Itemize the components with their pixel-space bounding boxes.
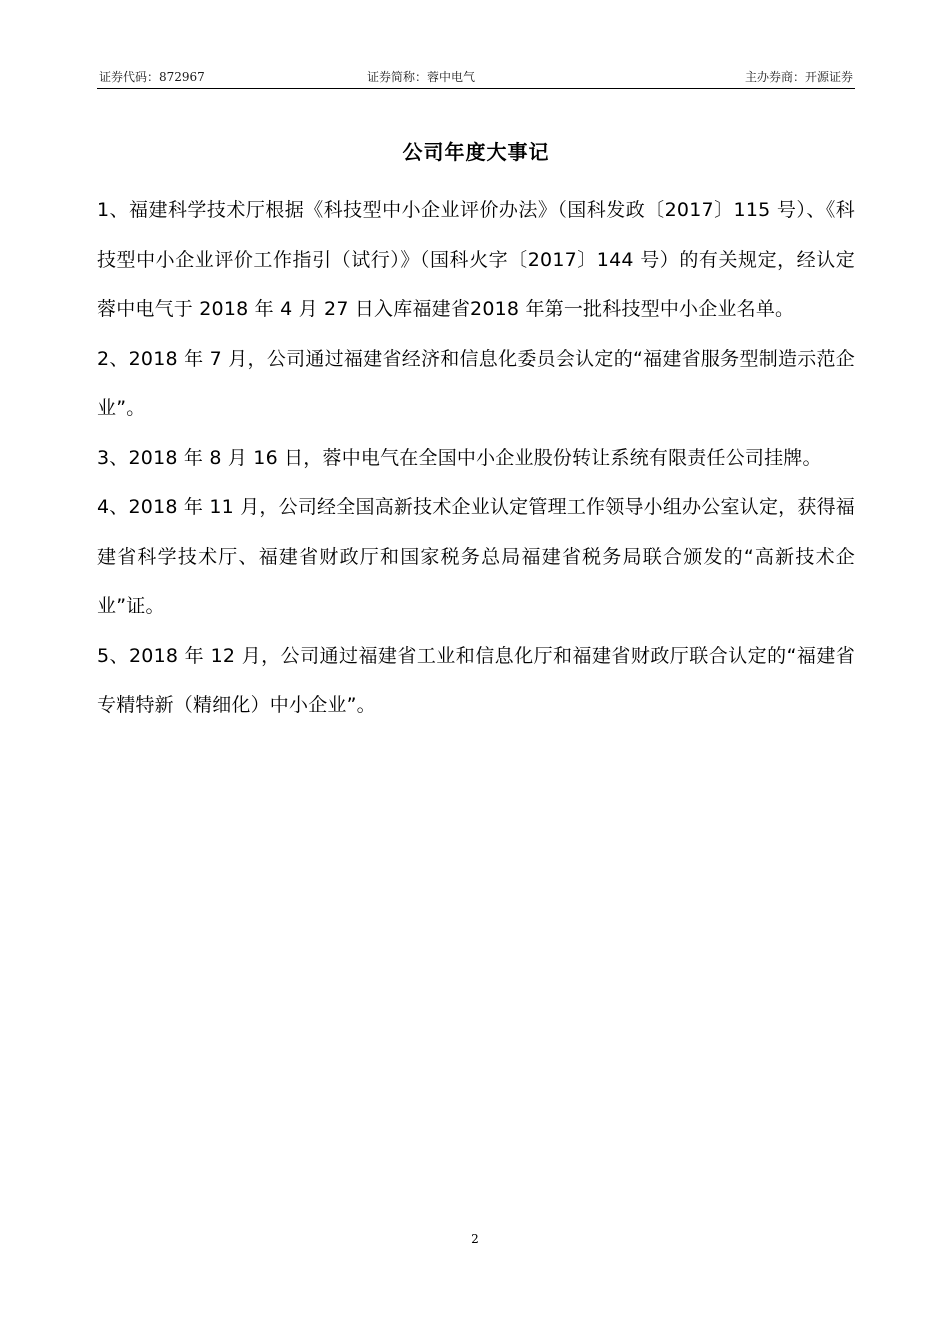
event-paragraph-1: 1、福建科学技术厅根据《科技型中小企业评价办法》（国科发政〔2017〕115 号）、《科技型中小企业评价工作指引（试行）》（国科火字〔2017〕144 号）的有关规定，经认定蓉中电气于 2018 年 4 月 27 日入库福建省2018 年第一批科技型中小企业名单。: [97, 199, 855, 320]
page-title: 公司年度大事记: [402, 140, 550, 164]
event-paragraph-2: 2、2018 年 7 月，公司通过福建省经济和信息化委员会认定的“福建省服务型制造示范企业”。: [97, 347, 855, 419]
event-paragraph-3: 3、2018 年 8 月 16 日，蓉中电气在全国中小企业股份转让系统有限责任公司挂牌。: [97, 446, 822, 469]
header-divider: [97, 88, 855, 89]
header-security-code: 证券代码：872967: [99, 70, 205, 84]
page-header: [97, 64, 855, 88]
header-security-name: 证券简称：蓉中电气: [367, 70, 476, 84]
document-body: [97, 186, 855, 731]
event-paragraph-4: 4、2018 年 11 月，公司经全国高新技术企业认定管理工作领导小组办公室认定，获得福建省科学技术厅、福建省财政厅和国家税务总局福建省税务局联合颁发的“高新技术企业”证。: [97, 496, 855, 617]
event-paragraph-5: 5、2018 年 12 月，公司通过福建省工业和信息化厅和福建省财政厅联合认定的“福建省专精特新（精细化）中小企业”。: [97, 644, 855, 716]
page-number: 2: [471, 1232, 479, 1246]
header-sponsor-broker: 主办券商：开源证券: [744, 70, 853, 84]
